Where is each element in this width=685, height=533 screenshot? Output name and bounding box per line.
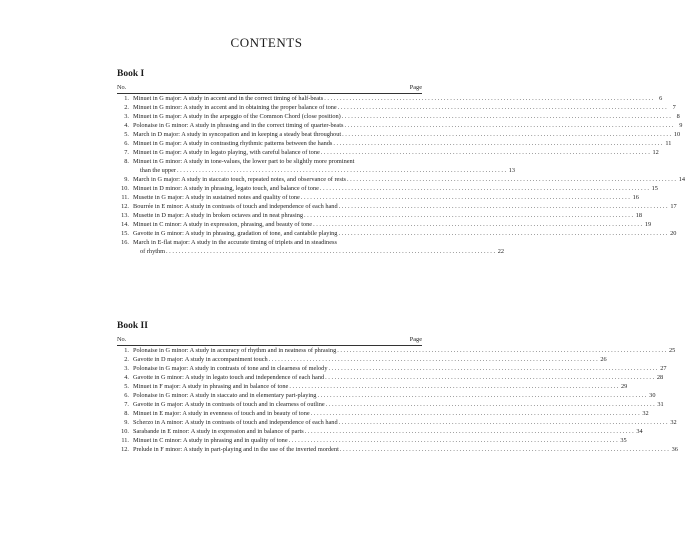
entry-line — [133, 94, 663, 103]
dot-leader — [288, 382, 619, 391]
entry-number: 12. — [121, 203, 129, 210]
entry-title: Minuet in G major: A study in accent and in the correct timing of half-beats — [133, 95, 324, 102]
entry-body — [133, 148, 659, 157]
entry-title: Sarabande in E minor: A study in expression and in balance of parts — [133, 428, 304, 435]
entry-number: 4. — [124, 122, 129, 129]
dot-leader — [323, 94, 654, 103]
dot-leader — [268, 355, 599, 364]
entry-line — [133, 247, 505, 256]
toc-entry — [117, 418, 677, 427]
toc-entry — [117, 238, 505, 256]
entry-body — [133, 202, 677, 211]
entry-line — [133, 391, 656, 400]
entry-title: Gavotte in G minor: A study in legato touch and independence of each hand — [133, 374, 325, 381]
entry-body — [133, 103, 676, 112]
entry-body — [133, 355, 607, 364]
page-number: 22 — [497, 248, 505, 255]
page-number: 8 — [676, 113, 680, 120]
entry-title: Gavotte in D major: A study in accompaniment touch — [133, 356, 268, 363]
toc-entry — [117, 409, 649, 418]
page-number: 27 — [660, 365, 667, 372]
entry-title: Bourrée in E minor: A study in contrasts of touch and independence of each hand — [133, 203, 338, 210]
toc-entry — [117, 427, 643, 436]
entry-title: Minuet in G minor: A study in tone-values, the lower part to be slightly more prominent — [133, 158, 355, 165]
page-column-label: Page — [409, 336, 422, 343]
page-number: 25 — [668, 347, 676, 354]
page-number: 15 — [651, 185, 658, 192]
entry-body — [133, 94, 663, 103]
toc-entry — [117, 121, 683, 130]
entry-title: Polonaise in G minor: A study in accuracy of rhythm and in neatness of phrasing — [133, 347, 337, 354]
toc-entry — [117, 175, 685, 184]
page-number: 32 — [670, 419, 677, 426]
entry-line — [133, 157, 422, 166]
no-column-label: No. — [117, 336, 127, 343]
entry-number: 6. — [124, 140, 129, 147]
entry-body — [133, 382, 628, 391]
page-number: 36 — [671, 446, 678, 453]
entry-line — [133, 364, 667, 373]
entry-title: March in D major: A study in syncopation and in keeping a steady beat throughout — [133, 131, 342, 138]
entry-number: 2. — [124, 104, 129, 111]
entry-line — [133, 346, 676, 355]
book-2-section — [117, 320, 678, 454]
toc-entry — [117, 211, 643, 220]
entry-line — [133, 139, 672, 148]
entry-body — [133, 175, 685, 184]
dot-leader — [324, 373, 655, 382]
dot-leader — [338, 418, 669, 427]
entry-title: of rhythm — [140, 248, 166, 255]
dot-leader — [341, 130, 672, 139]
page-number: 28 — [656, 374, 664, 381]
toc-entry — [117, 157, 516, 175]
page-number: 34 — [636, 428, 643, 435]
entry-number: 11. — [121, 437, 129, 444]
entry-line — [133, 238, 422, 247]
entry-number: 8. — [124, 410, 129, 417]
entry-title: Gavotte in G major: A study in contrasts of touch and in clearness of outline — [133, 401, 325, 408]
entry-number: 3. — [124, 113, 129, 120]
entry-body — [133, 193, 639, 202]
dot-leader — [341, 112, 672, 121]
page-number: 17 — [670, 203, 677, 210]
entry-number: 15. — [121, 230, 129, 237]
entry-body — [133, 391, 656, 400]
book-2-entries — [117, 346, 678, 454]
dot-leader — [319, 184, 650, 193]
page-number: 16 — [632, 194, 639, 201]
page-number: 31 — [657, 401, 664, 408]
entry-body — [133, 418, 677, 427]
entry-number: 3. — [124, 365, 129, 372]
dot-leader — [320, 148, 651, 157]
page-number: 6 — [659, 95, 663, 102]
toc-entry — [117, 436, 627, 445]
entry-number: 12. — [121, 446, 129, 453]
entry-number: 13. — [121, 212, 129, 219]
entry-number: 5. — [124, 383, 129, 390]
dot-leader — [303, 211, 634, 220]
toc-entry — [117, 373, 664, 382]
book-heading: Book I — [117, 69, 145, 79]
page-number: 18 — [635, 212, 643, 219]
toc-entry — [117, 382, 628, 391]
dot-leader — [339, 445, 670, 454]
entry-body — [133, 346, 676, 355]
page-number: 14 — [678, 176, 685, 183]
toc-entry — [117, 346, 676, 355]
entry-line — [133, 202, 677, 211]
entry-line — [133, 373, 664, 382]
page-number: 35 — [620, 437, 627, 444]
entry-line — [133, 382, 628, 391]
page-number: 19 — [644, 221, 652, 228]
entry-line — [133, 355, 607, 364]
entry-body — [133, 364, 667, 373]
entry-line — [133, 166, 516, 175]
page-number: 11 — [665, 140, 672, 147]
entry-body — [133, 238, 505, 256]
entry-line — [133, 148, 659, 157]
toc-entry — [117, 139, 672, 148]
entry-number: 16. — [121, 239, 129, 246]
page-number: 12 — [652, 149, 659, 156]
entry-body — [133, 427, 643, 436]
page-column-label: Page — [409, 84, 422, 91]
entry-number: 1. — [124, 347, 129, 354]
dot-leader — [325, 400, 656, 409]
entry-title: March in G major: A study in staccato touch, repeated notes, and observance of rests — [133, 176, 346, 183]
book-1-entries — [117, 94, 685, 256]
entry-line — [133, 193, 639, 202]
dot-leader — [312, 220, 643, 229]
entry-body — [133, 157, 516, 175]
entry-title: March in E-flat major: A study in the accurate timing of triplets and in steadiness — [133, 239, 337, 246]
entry-line — [133, 229, 677, 238]
page-number: 20 — [670, 230, 677, 237]
dot-leader — [300, 193, 631, 202]
dot-leader — [288, 436, 619, 445]
entry-body — [133, 445, 678, 454]
entry-line — [133, 409, 649, 418]
page-number: 26 — [600, 356, 607, 363]
entry-title: Minuet in D minor: A study in phrasing, legato touch, and balance of tone — [133, 185, 319, 192]
entry-line — [133, 175, 685, 184]
entry-number: 2. — [124, 356, 129, 363]
entry-line — [133, 418, 677, 427]
entry-number: 8. — [124, 158, 129, 165]
toc-entry — [117, 130, 681, 139]
entry-title: Minuet in G major: A study in the arpeggio of the Common Chord (close position) — [133, 113, 341, 120]
entry-title: than the upper — [140, 167, 177, 174]
entry-title: Minuet in E major: A study in evenness of touch and in beauty of tone — [133, 410, 310, 417]
entry-line — [133, 220, 652, 229]
page-number: 13 — [508, 167, 516, 174]
entry-title: Minuet in C minor: A study in expression, phrasing, and beauty of tone — [133, 221, 313, 228]
entry-title: Minuet in C minor: A study in phrasing and in quality of tone — [133, 437, 288, 444]
entry-title: Minuet in G major: A study in contrasting rhythmic patterns between the hands — [133, 140, 333, 147]
entry-line — [133, 211, 643, 220]
toc-entry — [117, 94, 663, 103]
entry-title: Minuet in F major: A study in phrasing and in balance of tone — [133, 383, 289, 390]
toc-entry — [117, 220, 652, 229]
entry-body — [133, 436, 627, 445]
dot-leader — [337, 103, 668, 112]
dot-leader — [316, 391, 647, 400]
entry-number: 11. — [121, 194, 129, 201]
entry-number: 14. — [121, 221, 129, 228]
entry-title: Polonaise in G minor: A study in staccato and in elementary part-playing — [133, 392, 317, 399]
dot-leader — [310, 409, 641, 418]
toc-entry — [117, 184, 658, 193]
column-headers — [117, 335, 422, 344]
page-number: 7 — [672, 104, 676, 111]
book-1-section — [117, 68, 685, 256]
entry-line — [133, 103, 676, 112]
entry-line — [133, 436, 627, 445]
entry-line — [133, 184, 658, 193]
entry-line — [133, 445, 678, 454]
entry-body — [133, 211, 643, 220]
toc-entry — [117, 202, 677, 211]
dot-leader — [337, 229, 668, 238]
page-title: CONTENTS — [230, 35, 303, 50]
entry-title: Minuet in G major: A study in legato playing, with careful balance of tone — [133, 149, 320, 156]
column-headers — [117, 83, 422, 92]
toc-entry — [117, 112, 680, 121]
entry-line — [133, 112, 680, 121]
entry-title: Gavotte in G minor: A study in phrasing, gradation of tone, and cantabile playing — [133, 230, 338, 237]
entry-body — [133, 184, 658, 193]
toc-entry — [117, 193, 639, 202]
entry-title: Polonaise in G minor: A study in phrasing and in the correct timing of quarter-beats — [133, 122, 344, 129]
entry-body — [133, 400, 664, 409]
entry-number: 4. — [124, 374, 129, 381]
entry-title: Scherzo in A minor: A study in contrasts of touch and independence of each hand — [133, 419, 338, 426]
toc-entry — [117, 364, 667, 373]
entry-title: Minuet in G minor: A study in accent and in obtaining the proper balance of tone — [133, 104, 337, 111]
entry-title: Polonaise in G major: A study in contrasts of tone and in clearness of melody — [133, 365, 328, 372]
entry-number: 7. — [124, 401, 129, 408]
book-heading: Book II — [117, 321, 148, 331]
dot-leader — [332, 139, 663, 148]
entry-line — [133, 130, 681, 139]
entry-number: 1. — [124, 95, 129, 102]
entry-line — [133, 427, 643, 436]
dot-leader — [327, 364, 658, 373]
entry-number: 10. — [121, 428, 129, 435]
page-number: 29 — [621, 383, 628, 390]
page-number: 9 — [679, 122, 683, 129]
entry-line — [133, 121, 683, 130]
entry-body — [133, 220, 652, 229]
page-number: 10 — [673, 131, 681, 138]
dot-leader — [343, 121, 674, 130]
toc-entry — [117, 445, 678, 454]
entry-number: 6. — [124, 392, 129, 399]
dot-leader — [304, 427, 635, 436]
entry-number: 10. — [121, 185, 129, 192]
toc-entry — [117, 391, 656, 400]
toc-entry — [117, 229, 677, 238]
entry-title: Musette in G major: A study in sustained notes and quality of tone — [133, 194, 300, 201]
entry-title: Prelude in F minor: A study in part-playing and in the use of the inverted mordent — [133, 446, 339, 453]
page-number: 30 — [649, 392, 656, 399]
entry-body — [133, 139, 672, 148]
toc-entry — [117, 355, 607, 364]
dot-leader — [338, 202, 669, 211]
entry-body — [133, 130, 681, 139]
entry-body — [133, 229, 677, 238]
entry-number: 5. — [124, 131, 129, 138]
no-column-label: No. — [117, 84, 127, 91]
entry-line — [133, 400, 664, 409]
entry-title: Musette in D major: A study in broken octaves and in neat phrasing — [133, 212, 303, 219]
entry-body — [133, 112, 680, 121]
page-number: 32 — [642, 410, 649, 417]
toc-entry — [117, 148, 659, 157]
dot-leader — [346, 175, 677, 184]
entry-body — [133, 373, 664, 382]
toc-entry — [117, 400, 664, 409]
entry-body — [133, 121, 683, 130]
dot-leader — [165, 247, 496, 256]
entry-number: 9. — [124, 176, 129, 183]
toc-entry — [117, 103, 676, 112]
entry-number: 7. — [124, 149, 129, 156]
entry-body — [133, 409, 649, 418]
dot-leader — [176, 166, 507, 175]
dot-leader — [336, 346, 667, 355]
entry-number: 9. — [124, 419, 129, 426]
